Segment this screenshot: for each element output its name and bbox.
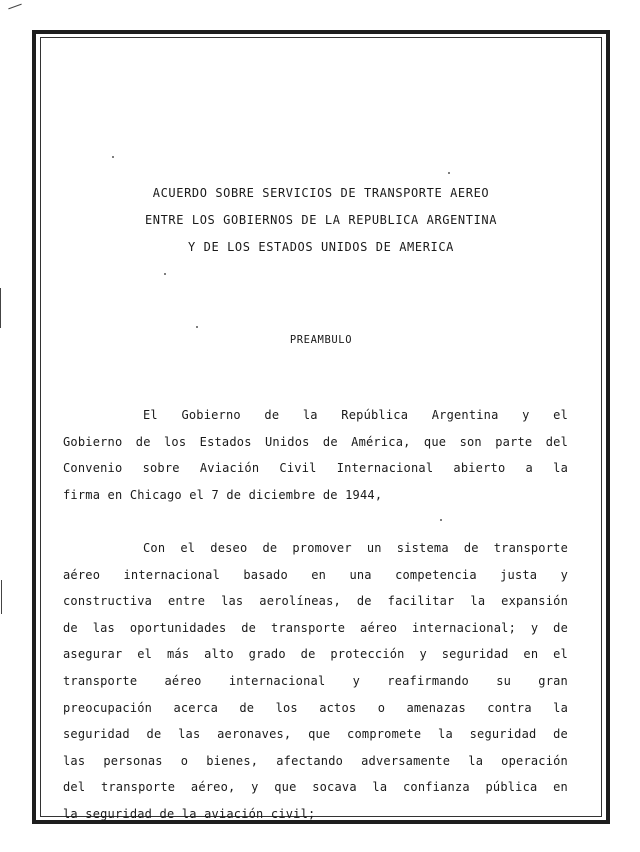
document-title <box>40 180 602 261</box>
text-line: transporte aéreo internacional y reafirmando su gran <box>63 673 568 688</box>
paragraph-1 <box>63 402 568 508</box>
paragraph-2 <box>63 535 568 828</box>
text-line: El Gobierno de la República Argentina y el <box>143 408 568 422</box>
title-line: ACUERDO SOBRE SERVICIOS DE TRANSPORTE AEREO <box>152 186 490 200</box>
text-line: firma en Chicago el 7 de diciembre de 1944, <box>63 487 383 502</box>
text-line: preocupación acerca de los actos o amenazas contra la <box>63 700 568 715</box>
text-line: aéreo internacional basado en una competencia justa y <box>63 567 568 582</box>
section-heading: PREAMBULO <box>289 334 353 346</box>
title-line: ENTRE LOS GOBIERNOS DE LA REPUBLICA ARGENTINA <box>144 213 498 227</box>
text-line: Convenio sobre Aviación Civil Internacional abierto a la <box>63 461 568 476</box>
text-line: la seguridad de la aviación civil; <box>63 806 316 821</box>
text-line: constructiva entre las aerolíneas, de facilitar la expansión <box>63 594 568 609</box>
scan-mark <box>8 4 21 10</box>
text-line: Con el deseo de promover un sistema de transporte <box>143 541 568 555</box>
text-line: Gobierno de los Estados Unidos de América, que son parte del <box>63 434 568 449</box>
text-line: del transporte aéreo, y que socava la confianza pública en <box>63 780 568 795</box>
scan-mark <box>0 288 1 328</box>
scan-mark <box>1 580 2 614</box>
text-line: de las oportunidades de transporte aéreo internacional; y de <box>63 620 568 635</box>
text-line: asegurar el más alto grado de protección y seguridad en el <box>63 647 568 662</box>
text-line: las personas o bienes, afectando adversamente la operación <box>63 753 568 768</box>
text-line: seguridad de las aeronaves, que compromete la seguridad de <box>63 727 568 742</box>
title-line: Y DE LOS ESTADOS UNIDOS DE AMERICA <box>187 240 455 254</box>
